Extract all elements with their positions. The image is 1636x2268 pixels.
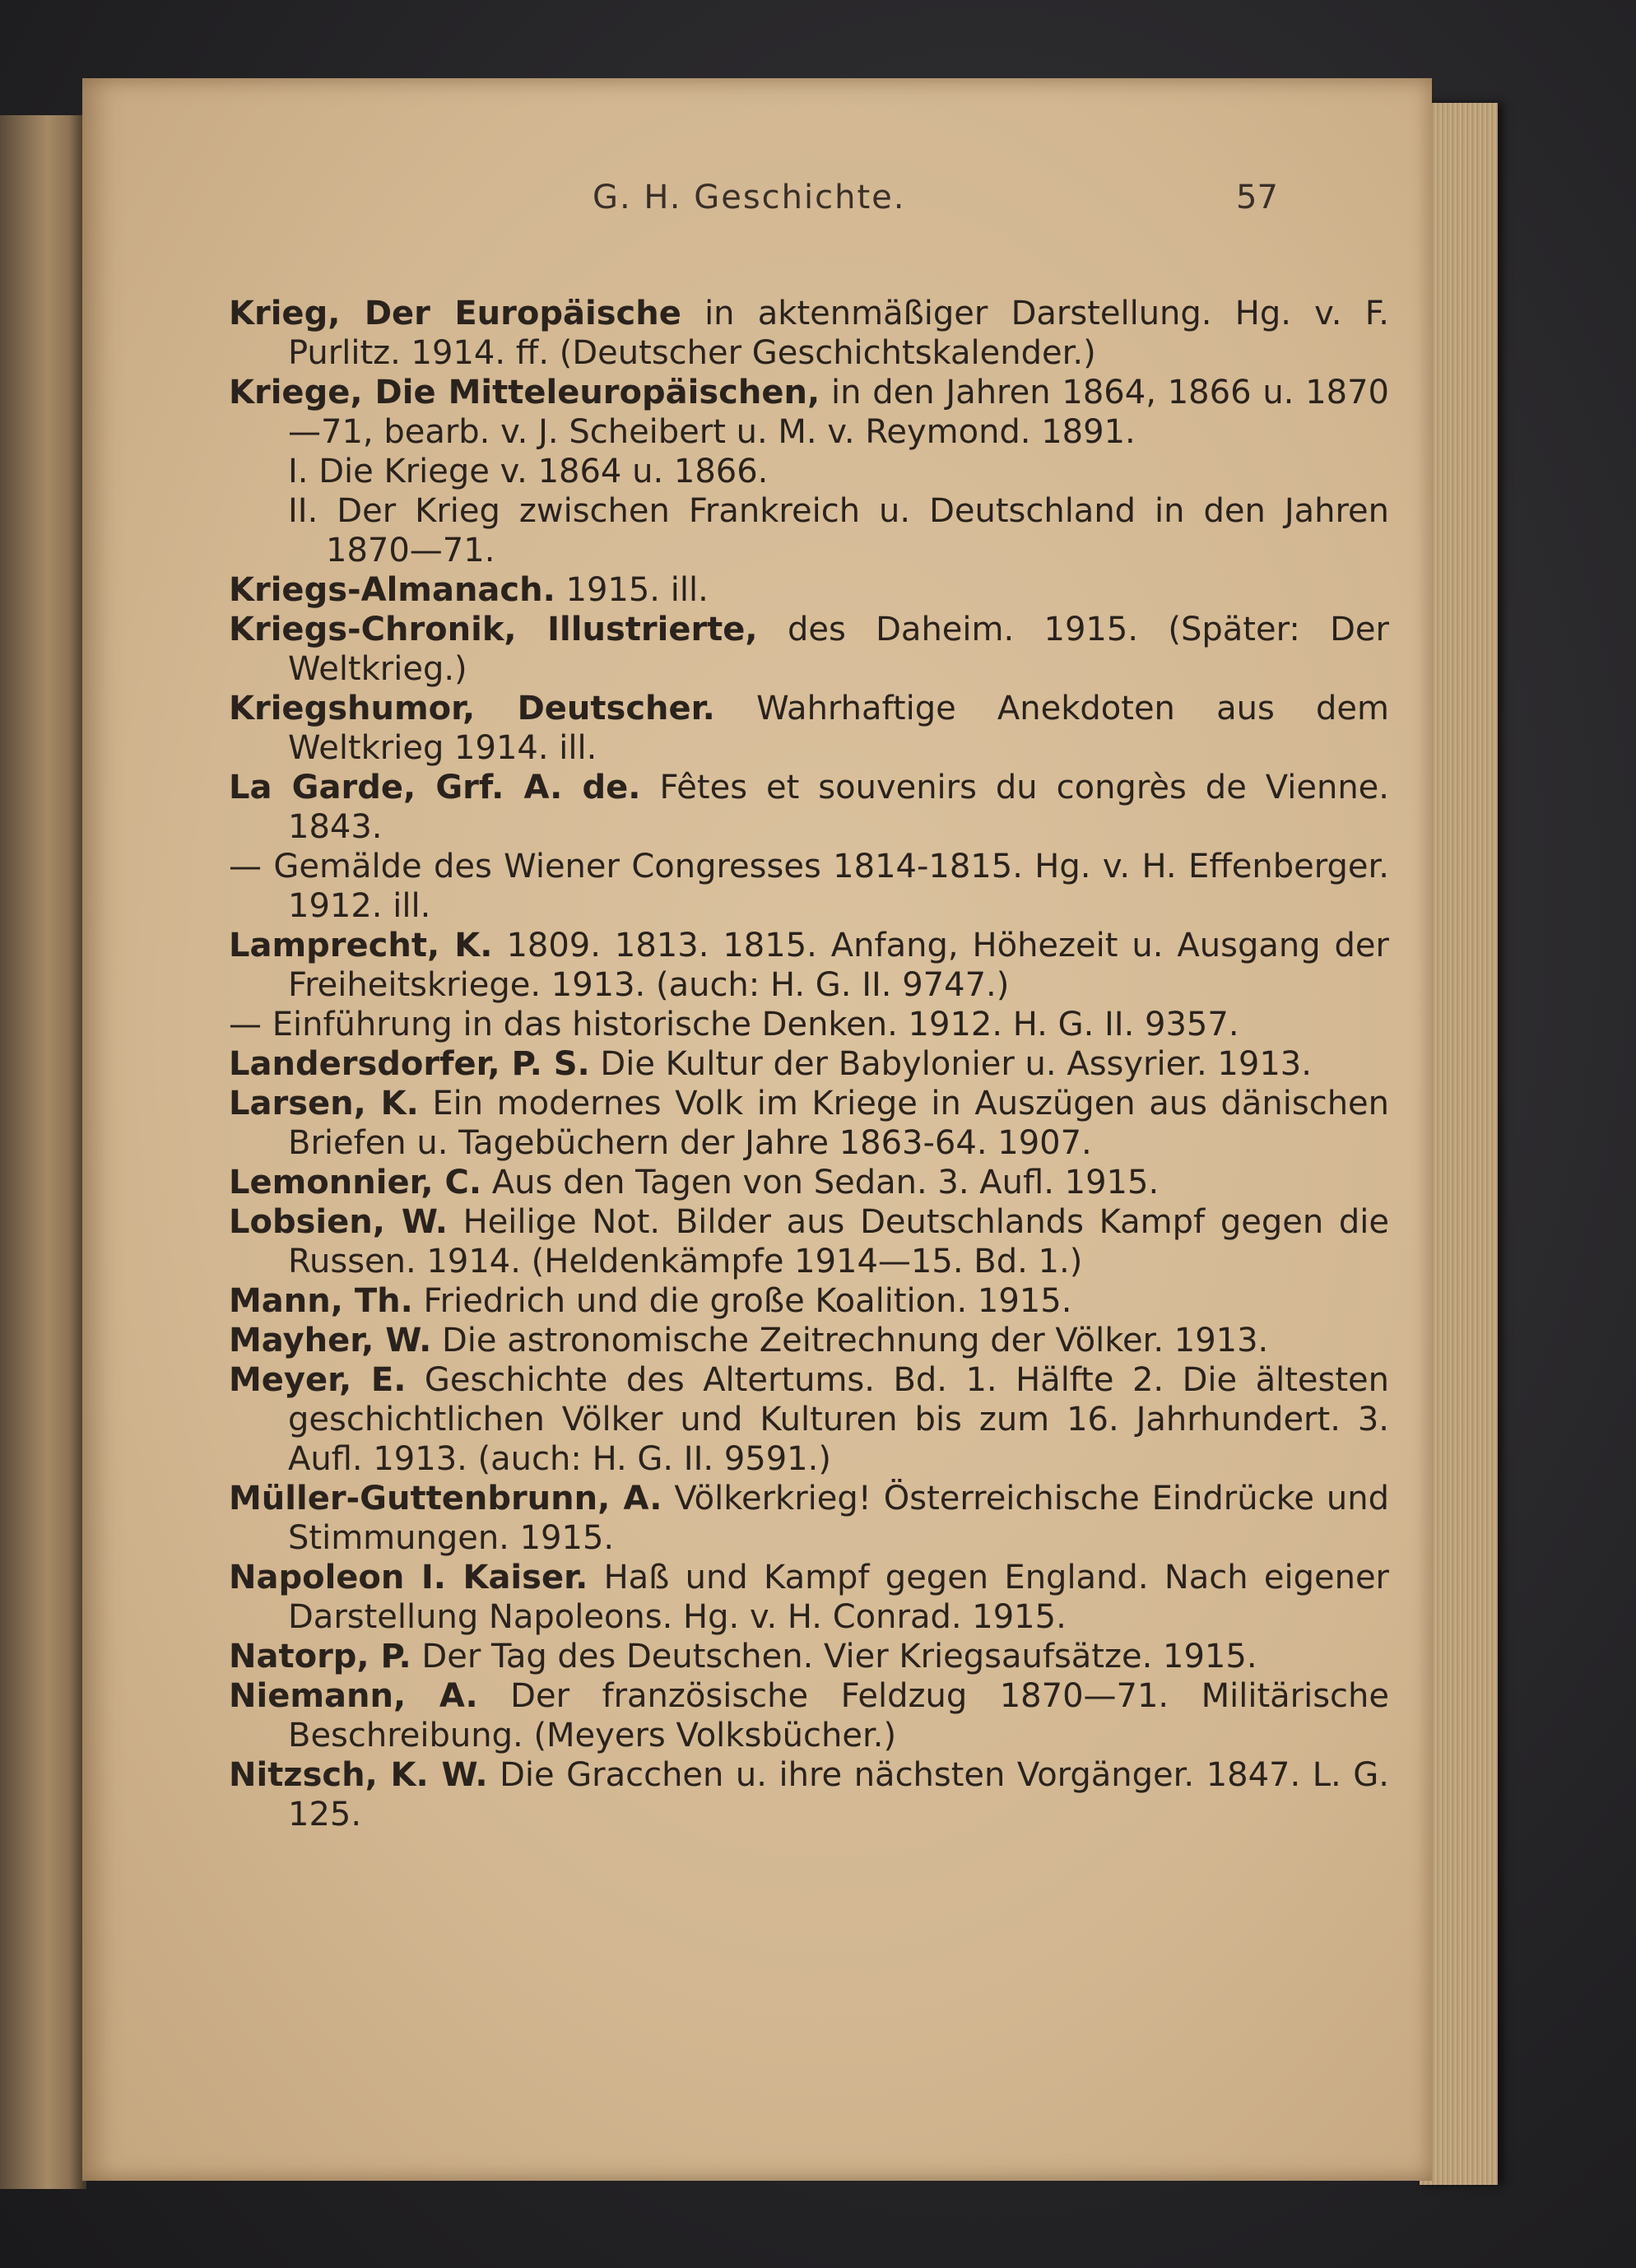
entry-heading: Kriegshumor, Deutscher. (229, 690, 715, 727)
book-page (82, 78, 1432, 2181)
entry-text: 1809. 1813. 1815. Anfang, Höhezeit u. Ausgang der Freiheitskriege. 1913. (auch: H. G. II. 9747.) (288, 927, 1389, 1004)
entry-heading: Nitzsch, K. W. (229, 1756, 488, 1794)
page-number: 57 (1236, 179, 1278, 216)
entry-heading: Müller-Guttenbrunn, A. (229, 1480, 662, 1517)
bibliography-entry (229, 1084, 1389, 1163)
entry-text: Aus den Tagen von Sedan. 3. Aufl. 1915. (481, 1164, 1160, 1201)
bibliography-entry (229, 689, 1389, 768)
entry-heading: Lamprecht, K. (229, 927, 493, 964)
bibliography-entry (229, 1163, 1389, 1202)
bibliography-entry (229, 1676, 1389, 1755)
entry-text: Fêtes et souvenirs du congrès de Vienne. 1843. (288, 769, 1389, 846)
bibliography-list (229, 294, 1389, 1834)
entry-heading: Niemann, A. (229, 1677, 478, 1715)
bibliography-entry (229, 1202, 1389, 1281)
bibliography-entry (229, 1005, 1389, 1044)
bibliography-entry (229, 1558, 1389, 1637)
entry-text: Die Kultur der Babylonier u. Assyrier. 1913. (589, 1045, 1312, 1083)
entry-heading: Natorp, P. (229, 1638, 411, 1675)
bibliography-entry (229, 926, 1389, 1005)
bibliography-entry (229, 847, 1389, 926)
entry-heading: Kriegs-Almanach. (229, 571, 555, 609)
entry-text: — Einführung in das historische Denken. 1912. H. G. II. 9357. (229, 1006, 1239, 1043)
entry-text: Völkerkrieg! Österreichische Eindrücke und Stimmungen. 1915. (288, 1480, 1390, 1557)
entry-heading: Lemonnier, C. (229, 1164, 482, 1201)
bibliography-entry (229, 1321, 1389, 1360)
entry-heading: La Garde, Grf. A. de. (229, 769, 641, 806)
entry-text: Die Gracchen u. ihre nächsten Vorgänger. 1847. L. G. 125. (288, 1756, 1389, 1833)
bibliography-entry (229, 1637, 1389, 1676)
bibliography-entry (229, 1479, 1389, 1558)
entry-text: Wahrhaftige Anekdoten aus dem Weltkrieg 1914. ill. (288, 690, 1389, 767)
entry-heading: Napoleon I. Kaiser. (229, 1559, 588, 1596)
entry-heading: Mayher, W. (229, 1322, 432, 1359)
entry-text: des Daheim. 1915. (Später: Der Weltkrieg.) (288, 611, 1389, 688)
section-title: G. H. Geschichte. (593, 179, 906, 216)
bibliography-entry (229, 1044, 1389, 1084)
entry-heading: Meyer, E. (229, 1361, 407, 1399)
entry-text: Haß und Kampf gegen England. Nach eigener Darstellung Napoleons. Hg. v. H. Conrad. 1915. (288, 1559, 1390, 1636)
entry-heading: Larsen, K. (229, 1085, 419, 1122)
bibliography-entry (229, 1360, 1389, 1479)
left-page-edge (0, 115, 86, 2189)
entry-heading: Lobsien, W. (229, 1203, 448, 1241)
entry-text: Ein modernes Volk im Kriege in Auszügen aus dänischen Briefen u. Tagebüchern der Jahre 1863-64. 1907. (288, 1085, 1390, 1162)
bibliography-entry (229, 373, 1389, 452)
bibliography-entry (229, 570, 1389, 610)
entry-text: Der französische Feldzug 1870—71. Militärische Beschreibung. (Meyers Volksbücher.) (288, 1677, 1389, 1754)
entry-text: in den Jahren 1864, 1866 u. 1870—71, bearb. v. J. Scheibert u. M. v. Reymond. 1891. (288, 374, 1389, 451)
entry-text: Geschichte des Altertums. Bd. 1. Hälfte 2. Die ältesten geschichtlichen Völker und Kulturen bis zum 16. Jahrhundert. 3. Aufl. 1913. (auch: H. G. II. 9591.) (288, 1361, 1389, 1478)
entry-text: Friedrich und die große Koalition. 1915. (412, 1282, 1072, 1320)
entry-subitem: II. Der Krieg zwischen Frankreich u. Deutschland in den Jahren 1870—71. (288, 492, 1389, 569)
bibliography-entry (229, 294, 1389, 373)
bibliography-entry (229, 610, 1389, 689)
entry-heading: Krieg, Der Europäische (229, 295, 681, 332)
bibliography-entry (229, 768, 1389, 847)
entry-text: Die astronomische Zeitrechnung der Völker. 1913. (431, 1322, 1269, 1359)
bibliography-entry (229, 1755, 1389, 1834)
entry-heading: Kriege, Die Mitteleuropäischen, (229, 374, 820, 411)
entry-text: Heilige Not. Bilder aus Deutschlands Kampf gegen die Russen. 1914. (Heldenkämpfe 1914—15. Bd. 1.) (288, 1203, 1389, 1280)
entry-text: 1915. ill. (555, 571, 709, 609)
entry-text: Der Tag des Deutschen. Vier Kriegsaufsätze. 1915. (411, 1638, 1257, 1675)
entry-subitem: I. Die Kriege v. 1864 u. 1866. (288, 453, 769, 490)
entry-text: — Gemälde des Wiener Congresses 1814-1815. Hg. v. H. Effenberger. 1912. ill. (229, 848, 1389, 925)
running-head (82, 179, 1432, 228)
entry-heading: Kriegs-Chronik, Illustrierte, (229, 611, 758, 648)
bibliography-entry (229, 1281, 1389, 1321)
entry-heading: Landersdorfer, P. S. (229, 1045, 590, 1083)
entry-text: in aktenmäßiger Darstellung. Hg. v. F. Purlitz. 1914. ff. (Deutscher Geschichtskalender.) (288, 295, 1389, 372)
entry-heading: Mann, Th. (229, 1282, 413, 1320)
